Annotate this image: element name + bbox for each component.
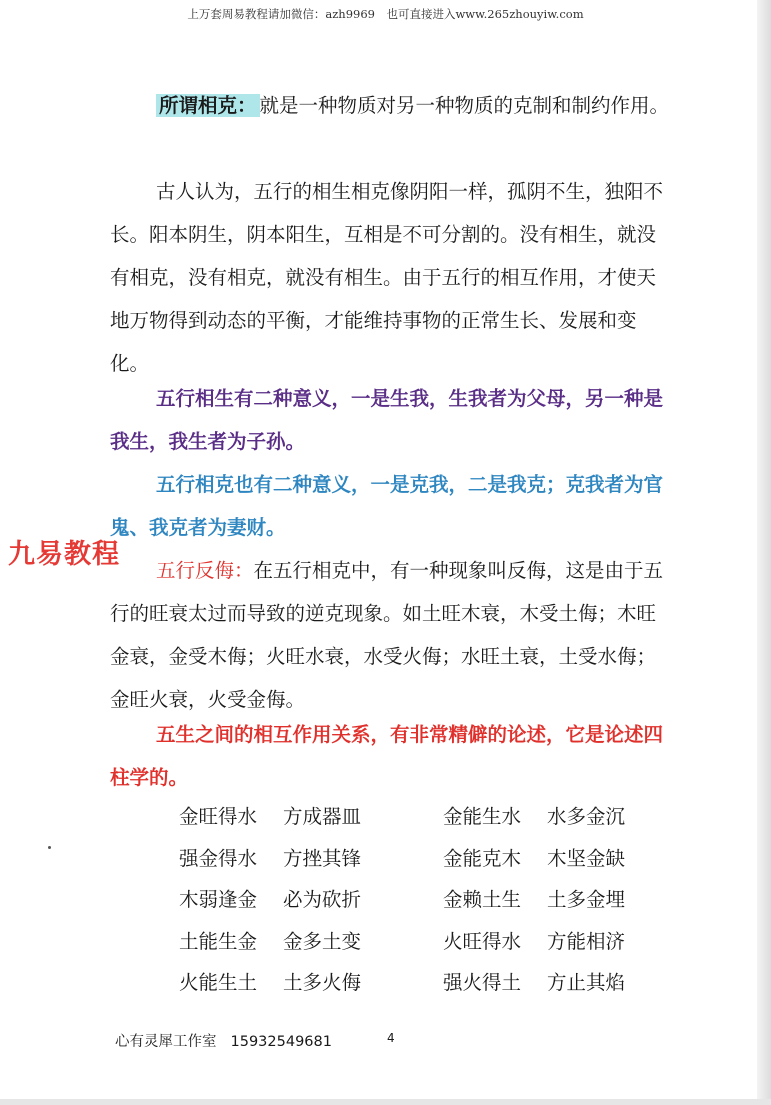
paragraph-xiangke [110, 84, 670, 127]
verse-row [179, 796, 361, 838]
verse-phrase: 金能克木 [443, 846, 522, 870]
verse-phrase: 方能相济 [547, 929, 626, 953]
verse-phrase: 火旺得水 [443, 929, 522, 953]
verse-row [443, 796, 625, 838]
verse-row [179, 838, 361, 880]
paragraph-xiangsheng-meaning: 五行相生有二种意义，一是生我，生我者为父母，另一种是我生，我生者为子孙。 [110, 387, 664, 453]
verse-phrase: 方成器皿 [283, 805, 362, 828]
verse-phrase: 水多金沉 [547, 805, 626, 828]
paragraph-gurenrenwei: 古人认为，五行的相生相克像阴阳一样，孤阴不生，独阳不长。阳本阴生，阴本阳生，互相是不可分割的。没有相生，就没有相克，没有相克，就没有相生。由于五行的相互作用，才使天地万物得到动态的平衡，才能维持事物的正常生长、发展和变化。 [110, 180, 664, 375]
verse-row [443, 879, 625, 921]
verse-column-left [179, 796, 361, 1004]
verse-row [179, 879, 361, 921]
verse-phrase: 土多金埋 [547, 888, 626, 911]
page-bottom-edge [0, 1099, 771, 1105]
verse-row [179, 962, 361, 1004]
studio-name: 心有灵犀工作室 [115, 1034, 217, 1050]
scan-speck [48, 846, 51, 849]
paragraph-fanwu [110, 549, 670, 721]
verse-phrase: 金能生水 [443, 805, 522, 828]
verse-phrase: 火能生土 [179, 971, 258, 994]
header-watermark: 上万套周易教程请加微信：azh9969 也可直接进入www.265zhouyiw.com [187, 7, 584, 21]
verse-phrase: 必为砍折 [283, 888, 362, 911]
page-edge-shadow [757, 0, 771, 1105]
studio-phone: 15932549681 [230, 1034, 332, 1050]
paragraph-wusheng: 五生之间的相互作用关系，有非常精僻的论述，它是论述四柱学的。 [110, 723, 664, 789]
verse-phrase: 方止其焰 [547, 971, 626, 994]
paragraph-xiangke-text: 就是一种物质对另一种物质的克制和制约作用。 [259, 94, 670, 117]
term-xiangke-label: 所谓相克： [156, 94, 260, 117]
verse-phrase: 强火得土 [443, 971, 522, 994]
verse-phrase: 木弱逢金 [179, 888, 258, 911]
verse-phrase: 木坚金缺 [547, 846, 626, 870]
paragraph-fanwu-text: 在五行相克中，有一种现象叫反侮，这是由于五行的旺衰太过而导致的逆克现象。如土旺木衰，木受土侮；木旺金衰，金受木侮；火旺水衰，水受火侮；水旺土衰，土受水侮；金旺火衰，火受金侮。 [110, 559, 664, 711]
verse-row [443, 962, 625, 1004]
verse-column-right [443, 796, 625, 1004]
verse-phrase: 金旺得水 [179, 805, 258, 828]
verse-phrase: 金赖土生 [443, 888, 522, 911]
verse-phrase: 方挫其锋 [283, 846, 362, 870]
verse-phrase: 土能生金 [179, 929, 258, 953]
verse-phrase: 土多火侮 [283, 971, 362, 994]
verse-row [443, 921, 625, 963]
verse-phrase: 金多土变 [283, 929, 362, 953]
verse-phrase: 强金得水 [179, 846, 258, 870]
verse-row [443, 838, 625, 880]
jiuyi-stamp: 九易教程 [8, 539, 120, 570]
term-fanwu-label: 五行反侮： [156, 559, 254, 582]
page-number: 4 [387, 1031, 395, 1045]
paragraph-xiangke-meaning: 五行相克也有二种意义，一是克我，二是我克；克我者为官鬼、我克者为妻财。 [110, 473, 664, 539]
footer-studio [115, 1030, 332, 1051]
verse-row [179, 921, 361, 963]
